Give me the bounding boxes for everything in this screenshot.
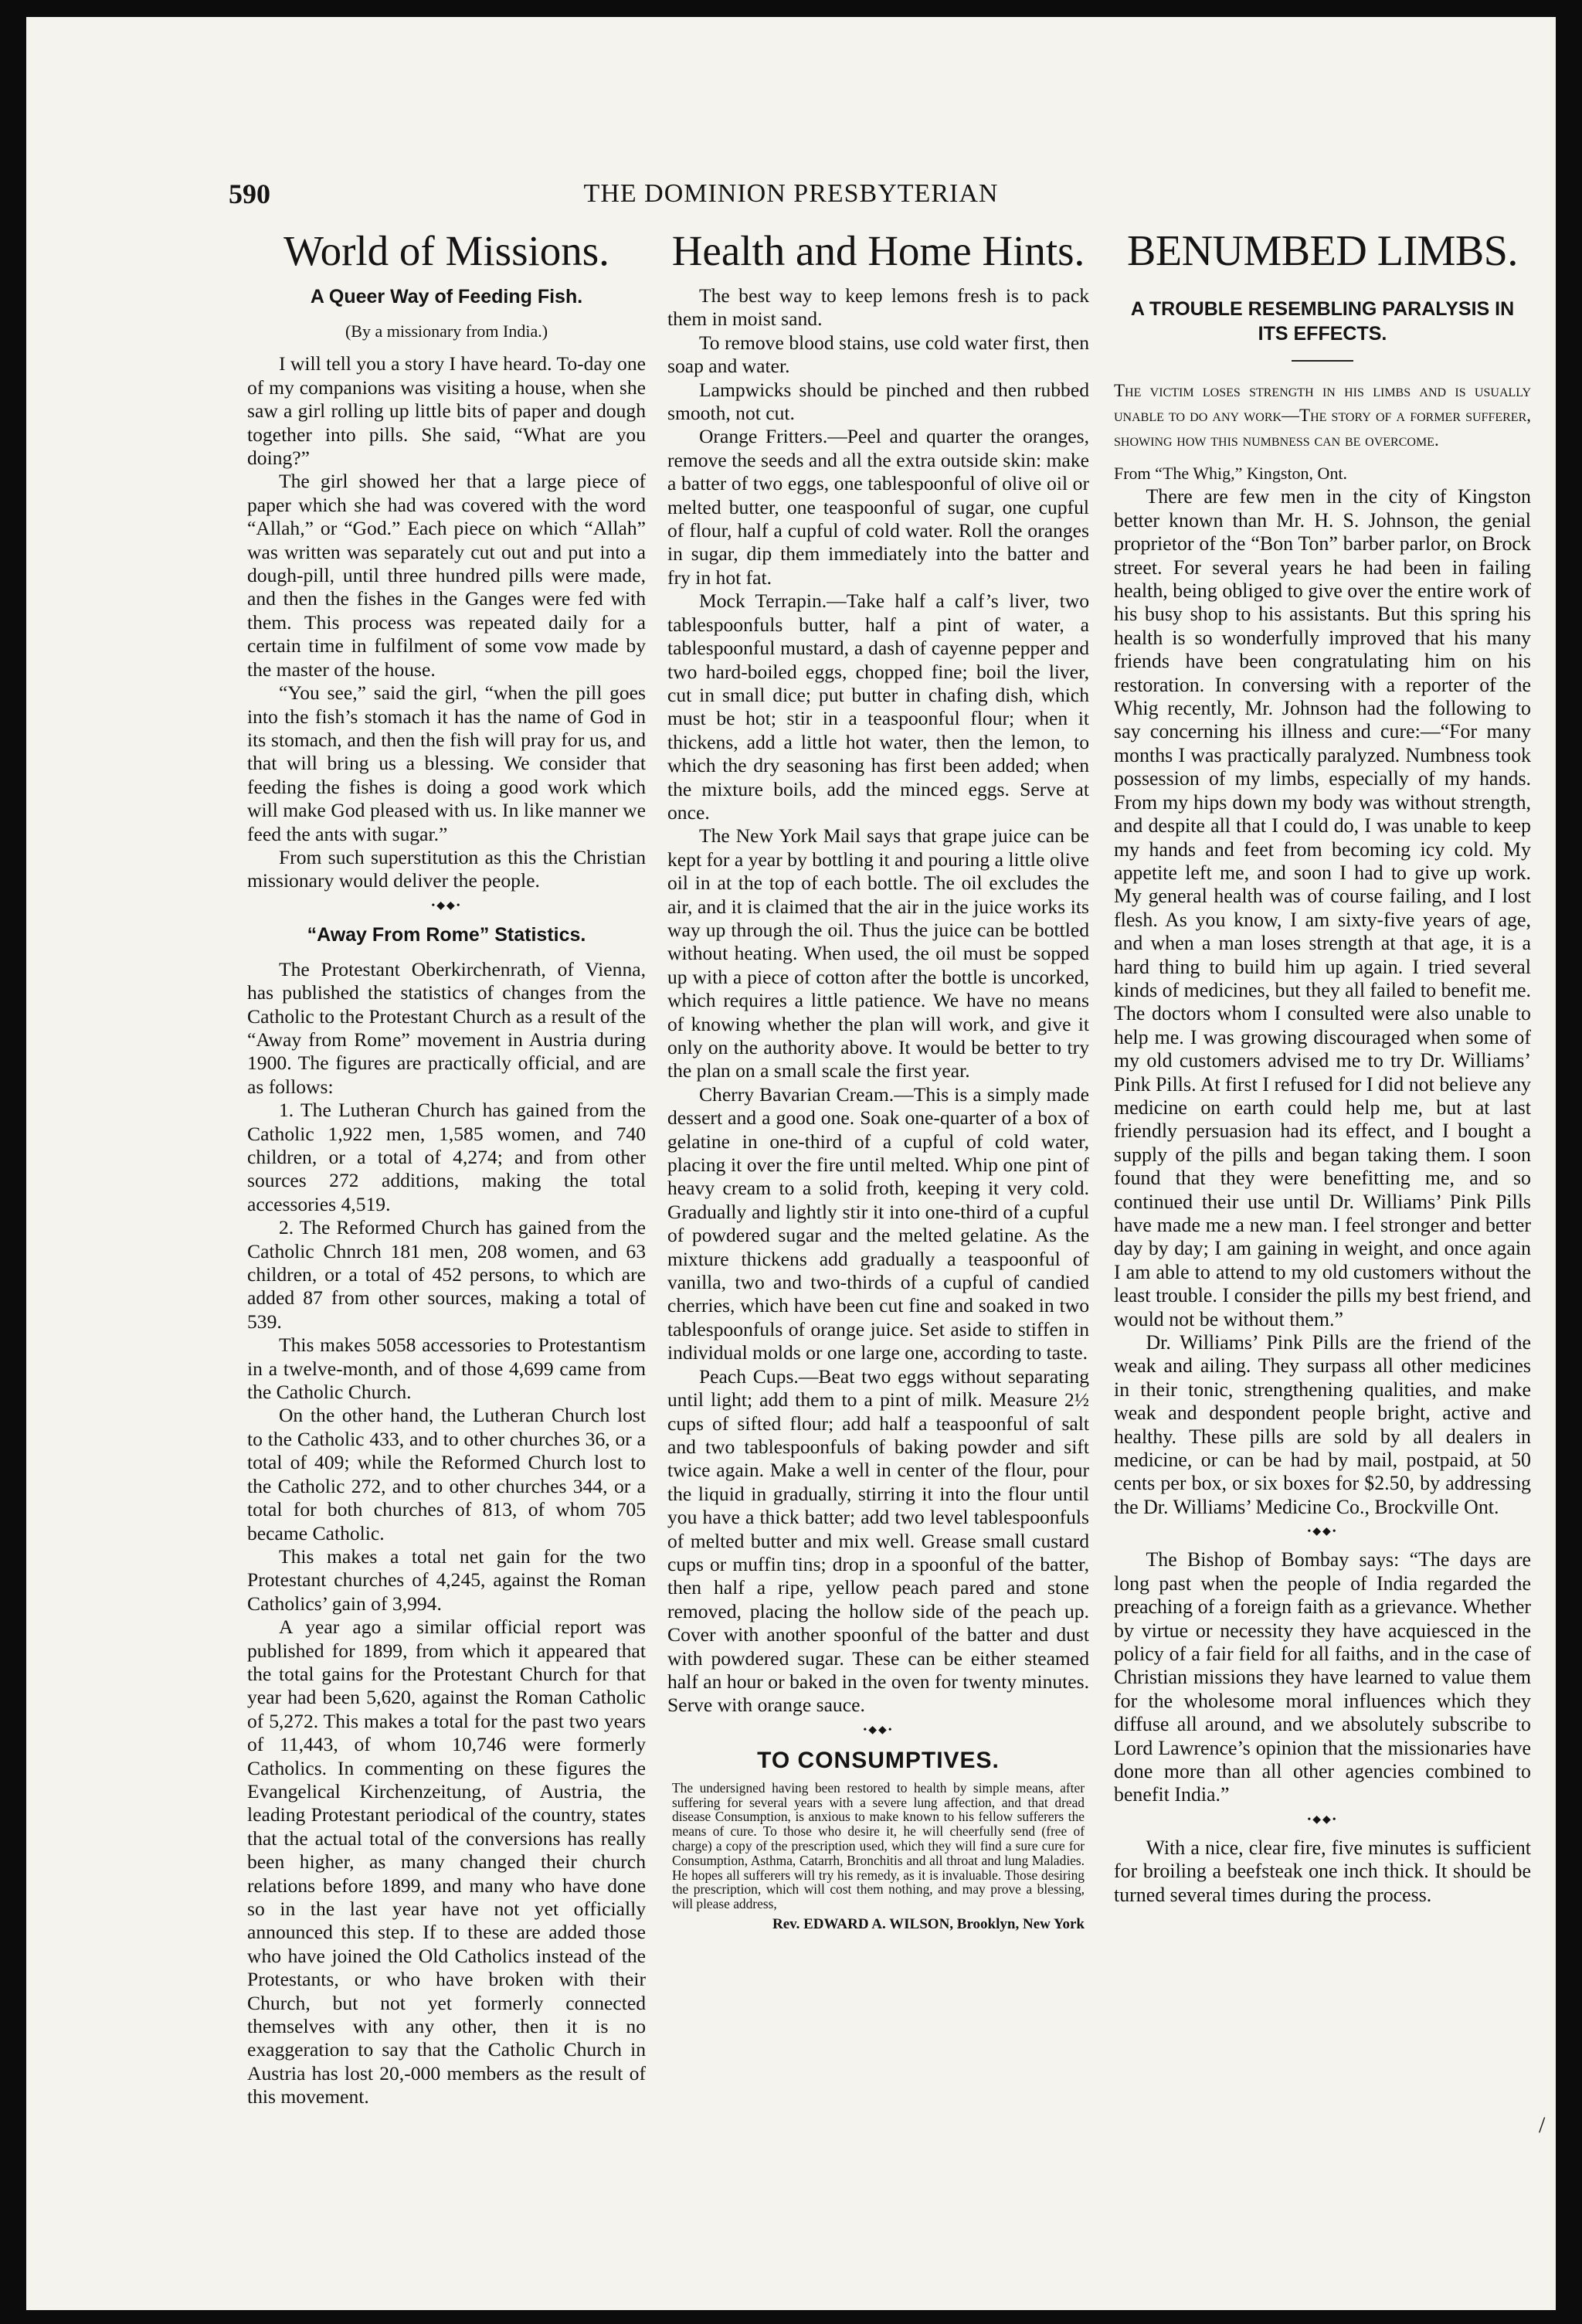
article-summary: The victim loses strength in his limbs and is usually unable to do any work—The story of a former sufferer, showing how this numbness can be overcome. bbox=[1114, 381, 1531, 450]
ad-heading-consumptives: TO CONSUMPTIVES. bbox=[757, 1747, 1000, 1773]
ornament-divider: •◆◆• bbox=[863, 1724, 894, 1736]
paragraph: Mock Terrapin.—Take half a calf’s liver, two tablespoonfuls butter, half a pint of water, a tablespoonful mustard, a dash of cayenne pepper and two hard-boiled eggs, chopped fine; boil the liver, cut in small dice; put butter in chafing dish, which must be hot; stir in a teaspoonful flour; when it thickens, add a little hot water, then the lemon, to which the dry seasoning has first been added; when the mixture boils, add the minced eggs. Serve at once. bbox=[667, 589, 1089, 824]
paragraph: “You see,” said the girl, “when the pill goes into the fish’s stomach it has the name of God in its stomach, and then the fish will pray for us, and that will bring us a blessing. We consider that feeding the fishes is doing a good work which will make God pleased with us. In like manner we feed the ants with sugar.” bbox=[247, 681, 646, 845]
paragraph: This makes 5058 accessories to Protestantism in a twelve-month, and of those 4,699 came from the Catholic Church. bbox=[247, 1334, 646, 1404]
masthead: THE DOMINION PRESBYTERIAN bbox=[583, 179, 999, 208]
article-subtitle: A TROUBLE RESEMBLING PARALYSIS IN ITS EFFECTS. bbox=[1130, 298, 1515, 345]
short-rule bbox=[1292, 360, 1353, 362]
paragraph: The girl showed her that a large piece of paper which she had was covered with the word “Allah,” or “God.” Each piece on which “Allah” was written was separately cut out and put into a dough-pill, until three hundred pills were made, and then the fishes in the Ganges were fed with them. This process was repeated daily for a certain time in fulfilment of some vow made by the master of the house. bbox=[247, 470, 646, 681]
paragraph: This makes a total net gain for the two Protestant churches of 4,245, against the Roman Catholics’ gain of 3,994. bbox=[247, 1544, 646, 1615]
paragraph: The best way to keep lemons fresh is to pack them in moist sand. bbox=[667, 284, 1089, 331]
ornament-divider: •◆◆• bbox=[431, 899, 462, 912]
article-source: From “The Whig,” Kingston, Ont. bbox=[1114, 464, 1348, 483]
paragraph: Orange Fritters.—Peel and quarter the oranges, remove the seeds and all the extra outside skin: make a batter of two eggs, one tablespoonful of olive oil or melted butter, one teaspoonful of sugar, one cupful of flour, half a cupful of cold water. Roll the oranges in sugar, dip them immediately into the batter and fry in hot fat. bbox=[667, 425, 1089, 589]
paragraph: The New York Mail says that grape juice can be kept for a year by bottling it and pouring a little olive oil in at the top of each bottle. The oil excludes the air, and it is claimed that the air in the juice works its way up through the oil. Thus the juice can be bottled without heating. When used, the oil must be sopped up with a piece of cotton after the bottle is uncorked, which requires a little patience. We have no means of knowing whether the plan will work, and give it only on the authority above. It would be better to try the plan on a small scale the first year. bbox=[667, 824, 1089, 1082]
story-heading-away-from-rome: “Away From Rome” Statistics. bbox=[307, 923, 586, 946]
paragraph: There are few men in the city of Kingston better known than Mr. H. S. Johnson, the genial proprietor of the “Bon Ton” barber parlor, on Brock street. For several years he had been in failing health, being obliged to give over the entire work of his busy shop to his assistants. But this spring his health is so wonderfully improved that his many friends have been congratulating him on his restoration. In conversing with a reporter of the Whig recently, Mr. Johnson had the following to say concerning his illness and cure:—“For many months I was practically paralyzed. Numbness took possession of my limbs, especially of my hands. From my hips down my body was without strength, and despite all that I could do, I was unable to keep my hands and feet from becoming icy cold. My appetite left me, and soon I had to give up work. My general health was of course failing, and I lost flesh. As you know, I am sixty-five years of age, and when a man loses strength at that age, it is a hard thing to build him up again. I tried several kinds of medicines, but they all failed to benefit me. The doctors whom I consulted were also unable to help me. I was growing discouraged when some of my old customers advised me to try Dr. Williams’ Pink Pills. At first I refused for I did not believe any medicine on earth could help me, but at last friendly persuasion had its effect, and I bought a supply of the pills and began taking them. I soon found that they were benefitting me, and so continued their use until Dr. Williams’ Pink Pills have made me a new man. I feel stronger and better day by day; I am gaining in weight, and once again I am able to attend to my old customers without the least trouble. I consider the pills my best friend, and would not be without them.” bbox=[1114, 485, 1531, 1330]
paragraph: Peach Cups.—Beat two eggs without separating until light; add them to a pint of milk. Measure 2½ cups of sifted flour; add half a teaspoonful of salt and two tablespoonfuls of baking powder and sift twice again. Make a well in center of the flour, pour the liquid in gradually, stirring it into the flour until you have a thick batter; add two level tablespoonfuls of melted butter and mix well. Grease small custard cups or muffin tins; drop in a spoonful of the batter, then half a ripe, yellow peach pared and stone removed, placing the hollow side of the peach up. Cover with another spoonful of the batter and dust with powdered sugar. These can be either steamed half an hour or baked in the oven for twenty minutes. Serve with orange sauce. bbox=[667, 1364, 1089, 1717]
column-world-of-missions bbox=[247, 227, 646, 2109]
stray-mark: / bbox=[1539, 2112, 1546, 2138]
story-heading-feeding-fish: A Queer Way of Feeding Fish. bbox=[310, 286, 583, 307]
page-header bbox=[26, 178, 1556, 216]
column-health-and-home bbox=[667, 227, 1089, 1936]
paragraph: To remove blood stains, use cold water first, then soap and water. bbox=[667, 331, 1089, 378]
newspaper-page bbox=[26, 17, 1556, 2310]
paragraph: Lampwicks should be pinched and then rubbed smooth, not cut. bbox=[667, 378, 1089, 425]
paragraph: From such superstitution as this the Christian missionary would deliver the people. bbox=[247, 845, 646, 892]
ad-body: The undersigned having been restored to health by simple means, after suffering for several years with a severe lung affection, and that dread disease Consumption, is anxious to make known to his fellow sufferers the means of cure. To those who desire it, he will cheerfully send (free of charge) a copy of the prescription used, which they will find a sure cure for Consumption, Asthma, Catarrh, Bronchitis and all throat and lung Maladies. He hopes all sufferers will try his remedy, as it is invaluable. Those desiring the prescription, which will cost them nothing, and may prove a blessing, will please address, bbox=[672, 1779, 1085, 1912]
section-title-health: Health and Home Hints. bbox=[671, 227, 1085, 274]
story-byline: (By a missionary from India.) bbox=[345, 321, 548, 341]
paragraph: Dr. Williams’ Pink Pills are the friend of the weak and ailing. They surpass all other medicines in their tonic, strengthening qualities, and make weak and despondent people bright, active and healthy. These pills are sold by all dealers in medicine, or can be had by mail, postpaid, at 50 cents per box, or six boxes for $2.50, by addressing the Dr. Williams’ Medicine Co., Brockville Ont. bbox=[1114, 1331, 1531, 1518]
ornament-divider: •◆◆• bbox=[1307, 1526, 1338, 1538]
paragraph: 1. The Lutheran Church has gained from the Catholic 1,922 men, 1,585 women, and 740 children, or a total of 4,274; and from other sources 272 additions, making the total accessories 4,519. bbox=[247, 1099, 646, 1215]
ornament-divider: •◆◆• bbox=[1307, 1813, 1338, 1826]
paragraph: A year ago a similar official report was published for 1899, from which it appeared that the total gains for the Protestant Church for that year had been 5,620, against the Roman Catholic of 5,272. This makes a total for the past two years of 11,443, of whom 10,746 were formerly Catholics. In commenting on these figures the Evangelical Kirchenzeitung, of Austria, the leading Protestant periodical of the country, states that the actual total of the conversions has really been higher, as many changed their church relations before 1899, and many who have done so in the last year have not yet officially announced this step. If to these are added those who have joined the Old Catholics instead of the Protestants, or who have broken with their Church, but not yet formerly connected themselves with any other, then it is no exaggeration to say that the Catholic Church in Austria has lost 20,-000 members as the result of this movement. bbox=[247, 1616, 646, 2108]
paragraph: 2. The Reformed Church has gained from the Catholic Chnrch 181 men, 208 women, and 63 children, or a total of 452 persons, to which are added 87 from other sources, making a total of 539. bbox=[247, 1216, 646, 1333]
paragraph: The Protestant Oberkirchenrath, of Vienna, has published the statistics of changes from the Catholic to the Protestant Church as a result of the “Away from Rome” movement in Austria during 1900. The figures are practically official, and are as follows: bbox=[247, 957, 646, 1098]
column-benumbed-limbs bbox=[1114, 227, 1531, 1907]
paragraph: Cherry Bavarian Cream.—This is a simply made dessert and a good one. Soak one-quarter of a box of gelatine in one-third of a cupful of cold water, placing it over the fire until melted. Whip one pint of heavy cream to a solid froth, keeping it very cold. Gradually and lightly stir it into one-third of a cupful of powdered sugar and the melted gelatine. As the mixture thickens add gradually a teaspoonful of vanilla, two and two-thirds of a cupful of candied cherries, which have been cut fine and soaked in two tablespoonfuls of orange juice. Set aside to stiffen in individual molds or one large one, according to taste. bbox=[667, 1082, 1089, 1364]
ad-signature: Rev. EDWARD A. WILSON, Brooklyn, New York bbox=[772, 1915, 1085, 1932]
bishop-of-bombay-quote: The Bishop of Bombay says: “The days are long past when the people of India regarded the preaching of a foreign faith as a grievance. Whether by virtue or necessity they have acquiesced in the policy of a fair field for all faiths, and in the case of Christian missions they have learned to value them for the wholesome moral influences which they diffuse all around, and we absolutely subscribe to Lord Lawrence’s opinion that the missionaries have done more than all other agencies combined to benefit India.” bbox=[1114, 1548, 1531, 1806]
section-title-missions: World of Missions. bbox=[283, 227, 609, 274]
paragraph: On the other hand, the Lutheran Church lost to the Catholic 433, and to other churches 36, or a total of 409; while the Reformed Church lost to the Catholic 272, and to other churches 344, or a total for both churches of 813, of whom 705 became Catholic. bbox=[247, 1404, 646, 1544]
page-number: 590 bbox=[229, 178, 270, 209]
paragraph: I will tell you a story I have heard. To-day one of my companions was visiting a house, when she saw a girl rolling up little bits of paper and dough together into pills. She said, “What are you doing?” bbox=[247, 352, 646, 470]
section-title-benumbed-limbs: BENUMBED LIMBS. bbox=[1127, 227, 1518, 275]
broiling-tip: With a nice, clear fire, five minutes is sufficient for broiling a beefsteak one inch thick. It should be turned several times during the process. bbox=[1114, 1836, 1531, 1906]
